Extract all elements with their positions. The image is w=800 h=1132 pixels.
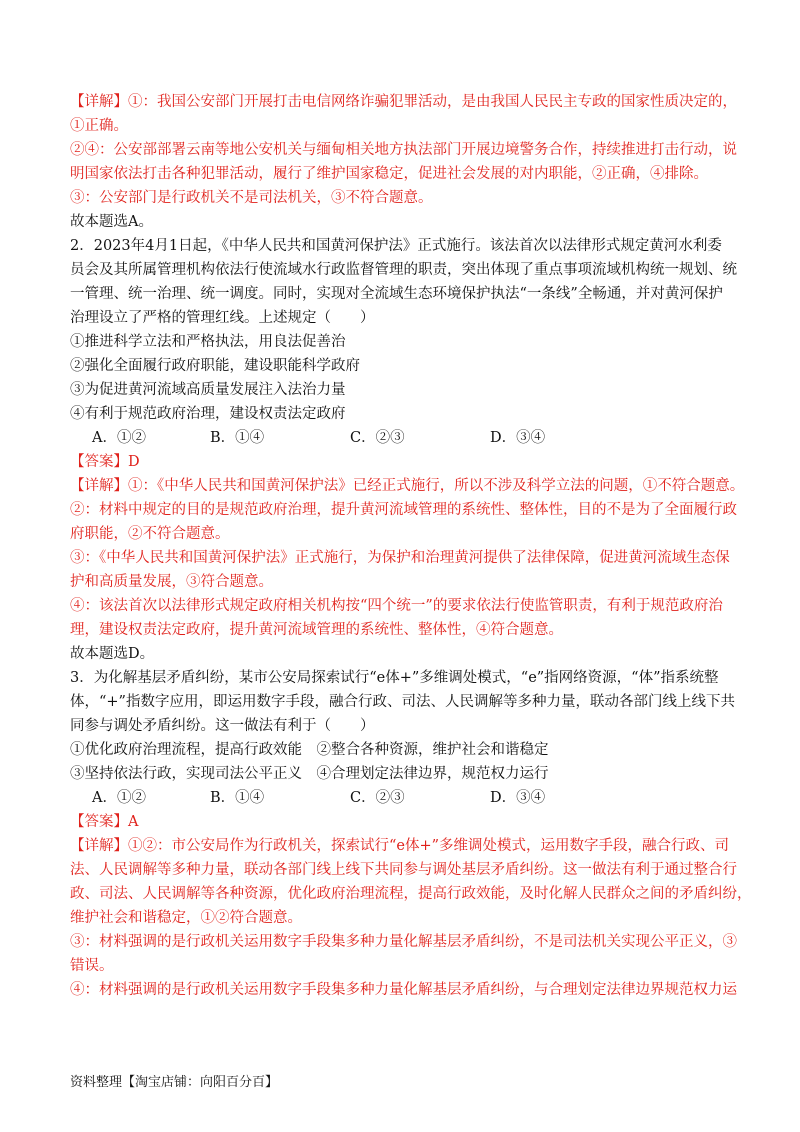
q3-option-d: D．③④	[490, 790, 546, 806]
q2-detail-line: ④：该法首次以法律形式规定政府相关机构按“四个统一”的要求依法行使监管职责，有利于规范政府治	[70, 598, 723, 614]
q2-option-a: A．①②	[92, 430, 146, 446]
q2-detail-line: ③：《中华人民共和国黄河保护法》正式施行，为保护和治理黄河提供了法律保障，促进黄河流域生态保	[70, 550, 730, 566]
q3-stem: 3．为化解基层矛盾纠纷，某市公安局探索试行“e体+”多维调处模式，“e”指网络资源，“体”指系统整	[70, 670, 719, 686]
q1-detail-line: ①正确。	[70, 118, 128, 134]
q3-option-c: C．②③	[350, 790, 405, 806]
q3-option-a: A．①②	[92, 790, 146, 806]
q1-conclusion: 故本题选A。	[70, 214, 153, 230]
page-footer: 资料整理【淘宝店铺：向阳百分百】	[70, 1075, 279, 1090]
q3-detail-line: ③：材料强调的是行政机关运用数字手段集多种力量化解基层矛盾纠纷，不是司法机关实现公平正义，③	[70, 934, 737, 950]
document-body	[70, 90, 752, 1002]
q2-detail-line: 护和高质量发展，③符合题意。	[70, 574, 273, 590]
q3-option-b: B．①④	[210, 790, 265, 806]
q3-stem: 体，“+”指数字应用，即运用数字手段，融合行政、司法、人民调解等多种力量，联动各部门线上线下共	[70, 694, 735, 710]
q3-answer: 【答案】A	[70, 814, 139, 830]
q3-detail-line: 【详解】①②：市公安局作为行政机关，探索试行“e体+”多维调处模式，运用数字手段，融合行政、司	[70, 838, 730, 854]
q2-detail-line: 府职能，②不符合题意。	[70, 526, 230, 542]
q2-stem: 2．2023年4月1日起，《中华人民共和国黄河保护法》正式施行。该法首次以法律形式规定黄河水利委	[70, 238, 722, 254]
q2-conclusion: 故本题选D。	[70, 646, 155, 662]
q2-answer: 【答案】D	[70, 454, 140, 470]
q2-detail-line: 【详解】①：《中华人民共和国黄河保护法》已经正式施行，所以不涉及科学立法的问题，①不符合题意。	[70, 478, 745, 494]
q2-stem: 一管理、统一治理、统一调度。同时，实现对全流域生态环境保护执法“一条线”全畅通，并对黄河保护	[70, 286, 723, 302]
q2-item: ③为促进黄河流域高质量发展注入法治力量	[70, 382, 346, 398]
q2-option-c: C．②③	[350, 430, 405, 446]
q2-detail-line: ②：材料中规定的目的是规范政府治理，提升黄河流域管理的系统性、整体性，目的不是为了全面履行政	[70, 502, 737, 518]
q1-detail-line: 【详解】①：我国公安部门开展打击电信网络诈骗犯罪活动，是由我国人民民主专政的国家性质决定的，	[70, 94, 737, 110]
q2-option-d: D．③④	[490, 430, 546, 446]
q2-options	[70, 426, 734, 450]
q2-detail-line: 理，建设权责法定政府，提升黄河流域管理的系统性、整体性，④符合题意。	[70, 622, 563, 638]
q3-detail-line: ④：材料强调的是行政机关运用数字手段集多种力量化解基层矛盾纠纷，与合理划定法律边界规范权力运	[70, 982, 737, 998]
q1-detail-line: 明国家依法打击各种犯罪活动，履行了维护国家稳定，促进社会发展的对内职能，②正确，④排除。	[70, 166, 708, 182]
q3-detail-line: 维护社会和谐稳定，①②符合题意。	[70, 910, 302, 926]
q2-item: ①推进科学立法和严格执法，用良法促善治	[70, 334, 346, 350]
q1-detail-line: ②④：公安部部署云南等地公安机关与缅甸相关地方执法部门开展边境警务合作，持续推进打击行动，说	[70, 142, 737, 158]
q3-items: ③坚持依法行政，实现司法公平正义 ④合理划定法律边界，规范权力运行	[70, 766, 549, 782]
q2-stem: 员会及其所属管理机构依法行使流域水行政监督管理的职责，突出体现了重点事项流域机构统一规划、统	[70, 262, 737, 278]
q3-items: ①优化政府治理流程，提高行政效能 ②整合各种资源，维护社会和谐稳定	[70, 742, 549, 758]
q2-item: ②强化全面履行政府职能，建设职能科学政府	[70, 358, 360, 374]
q3-detail-line: 法、人民调解等多种力量，联动各部门线上线下共同参与调处基层矛盾纠纷。这一做法有利于通过整合行	[70, 862, 737, 878]
q3-detail-line: 错误。	[70, 958, 114, 974]
q3-detail-line: 政、司法、人民调解等各种资源，优化政府治理流程，提高行政效能，及时化解人民群众之间的矛盾纠纷，	[70, 886, 752, 902]
q2-option-b: B．①④	[210, 430, 265, 446]
q2-stem: 治理设立了严格的管理红线。上述规定（ ）	[70, 310, 375, 326]
q3-options	[70, 786, 734, 810]
q3-stem: 同参与调处矛盾纠纷。这一做法有利于（ ）	[70, 718, 375, 734]
q1-detail-line: ③：公安部门是行政机关不是司法机关，③不符合题意。	[70, 190, 433, 206]
q2-item: ④有利于规范政府治理，建设权责法定政府	[70, 406, 346, 422]
